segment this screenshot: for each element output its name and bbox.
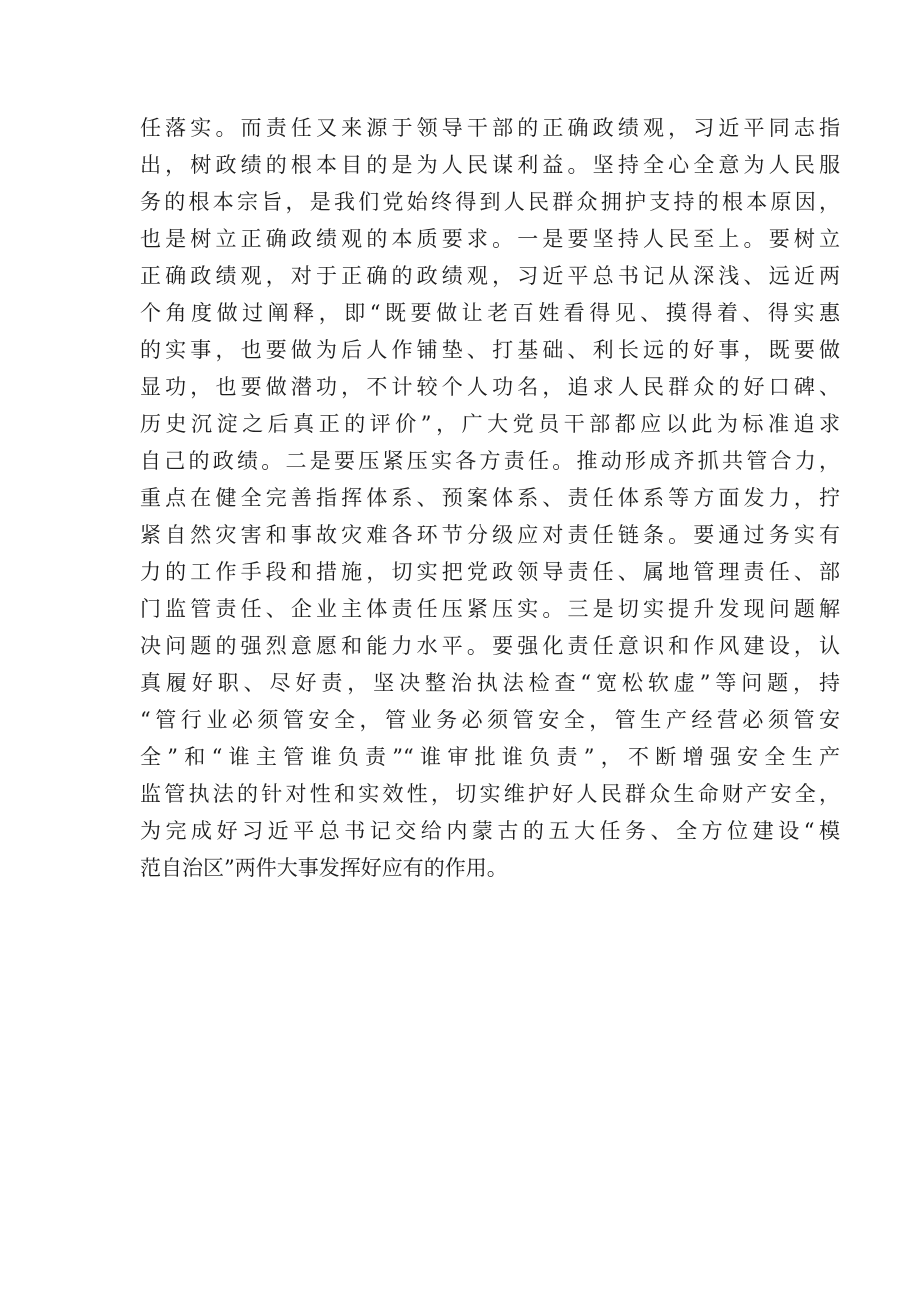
- text-line: 历史沉淀之后真正的评价”，广大党员干部都应以此为标准追求: [140, 412, 840, 436]
- text-line: 自己的政绩。二是要压紧压实各方责任。推动形成齐抓共管合力，: [140, 449, 840, 473]
- text-line: 范自治区”两件大事发挥好应有的作用。: [140, 856, 508, 880]
- text-line: 决问题的强烈意愿和能力水平。要强化责任意识和作风建设，认: [140, 634, 840, 658]
- text-line: 门监管责任、企业主体责任压紧压实。三是切实提升发现问题解: [140, 597, 840, 621]
- text-line: 的实事，也要做为后人作铺垫、打基础、利长远的好事，既要做: [140, 338, 840, 362]
- text-line: 任落实。而责任又来源于领导干部的正确政绩观，习近平同志指: [140, 116, 840, 140]
- text-line: 务的根本宗旨，是我们党始终得到人民群众拥护支持的根本原因，: [140, 190, 840, 214]
- text-line: 力的工作手段和措施，切实把党政领导责任、属地管理责任、部: [140, 560, 840, 584]
- text-line: 紧自然灾害和事故灾难各环节分级应对责任链条。要通过务实有: [140, 523, 840, 547]
- text-line: “管行业必须管安全，管业务必须管安全，管生产经营必须管安: [140, 708, 840, 732]
- text-line: 真履好职、尽好责，坚决整治执法检查“宽松软虚”等问题，持: [140, 671, 840, 695]
- text-line: 为完成好习近平总书记交给内蒙古的五大任务、全方位建设“模: [140, 819, 840, 843]
- text-line: 显功，也要做潜功，不计较个人功名，追求人民群众的好口碑、: [140, 375, 840, 399]
- text-line: 出，树政绩的根本目的是为人民谋利益。坚持全心全意为人民服: [140, 153, 840, 177]
- body-paragraph: [140, 110, 840, 887]
- text-line: 也是树立正确政绩观的本质要求。一是要坚持人民至上。要树立: [140, 227, 840, 251]
- text-line: 正确政绩观，对于正确的政绩观，习近平总书记从深浅、远近两: [140, 264, 840, 288]
- text-line: 个角度做过阐释，即“既要做让老百姓看得见、摸得着、得实惠: [140, 301, 840, 325]
- text-line: 监管执法的针对性和实效性，切实维护好人民群众生命财产安全，: [140, 782, 840, 806]
- text-line: 重点在健全完善指挥体系、预案体系、责任体系等方面发力，拧: [140, 486, 840, 510]
- text-line: 全”和“谁主管谁负责”“谁审批谁负责”，不断增强安全生产: [140, 745, 840, 769]
